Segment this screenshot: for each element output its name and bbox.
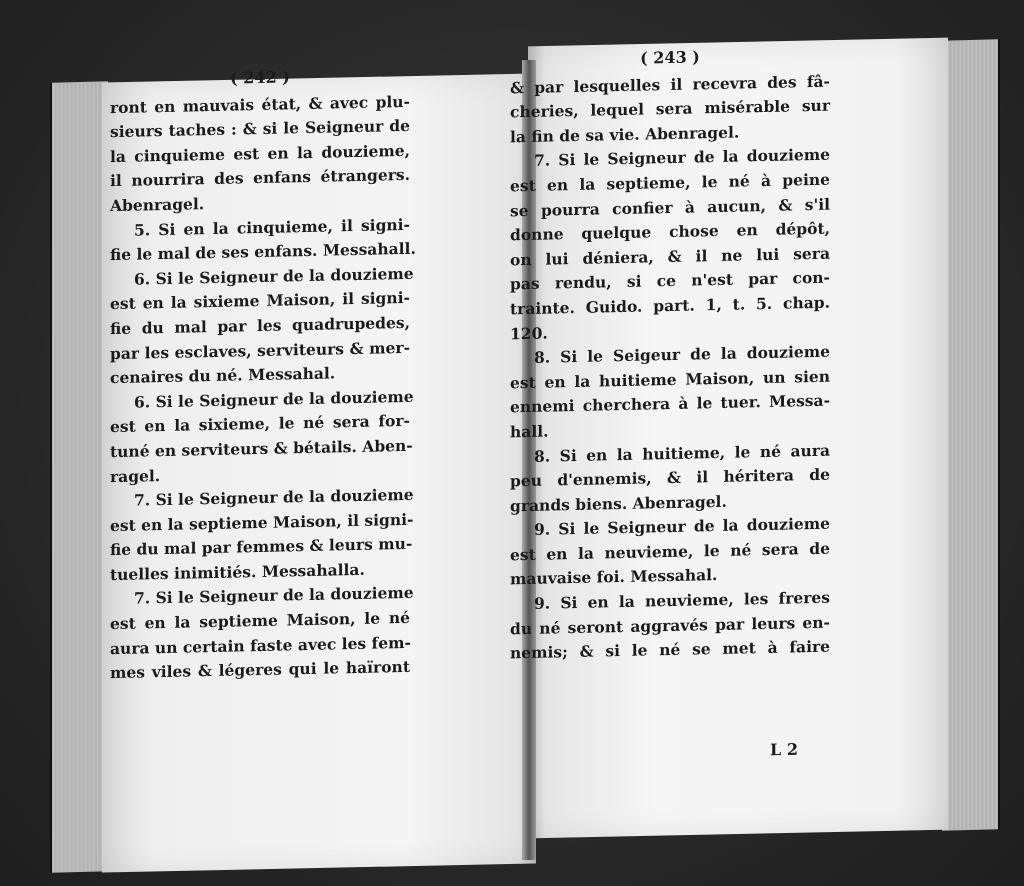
text-line: la fin de sa vie. Abenragel.	[510, 122, 740, 147]
text-line: pas rendu, si ce n'est par con-	[510, 267, 830, 294]
text-line: cenaires du né. Messahal.	[110, 363, 336, 388]
right-page-lines	[510, 69, 830, 666]
text-line: sieurs taches : & si le Seigneur de	[110, 116, 410, 142]
left-page-text	[110, 63, 416, 686]
right-page-number: ( 243 )	[640, 47, 700, 68]
text-line: 8. Si le Seigeur de la douzieme	[534, 341, 830, 367]
text-line: tuné en serviteurs & bétails. Aben-	[110, 435, 413, 462]
text-line: tuelles inimitiés. Messahalla.	[110, 559, 365, 585]
text-line: ennemi cherchera à le tuer. Messa-	[510, 390, 830, 417]
text-line: donne quelque chose en dépôt,	[510, 218, 830, 245]
text-line: Abenragel.	[110, 194, 205, 216]
text-line: ragel.	[110, 465, 161, 486]
text-line: peu d'ennemis, & il héritera de	[510, 464, 830, 491]
text-line: est en la huitieme Maison, un sien	[510, 366, 830, 393]
text-line: est en la sixieme, le né sera for-	[110, 411, 410, 437]
text-line: grands biens. Abenragel.	[510, 491, 727, 516]
text-line: fie le mal de ses enfans. Messahall.	[110, 238, 416, 265]
text-line: est en la neuvieme, le né sera de	[510, 538, 830, 565]
text-line: cheries, lequel sera misérable sur	[510, 95, 830, 122]
text-line: ront en mauvais état, & avec plu-	[110, 91, 410, 117]
text-line: 9. Si en la neuvieme, les freres	[534, 587, 830, 613]
text-line: est en la septieme Maison, le né	[110, 607, 410, 634]
text-line: est en la septieme, le né à peine	[510, 169, 830, 196]
text-line: trainte. Guido. part. 1, t. 5. chap.	[510, 292, 830, 319]
right-page-text	[510, 43, 830, 667]
text-line: nemis; & si le né se met à faire	[510, 636, 830, 663]
text-line: 6. Si le Seigneur de la douzieme	[134, 263, 414, 289]
text-line: 6. Si le Seigneur de la douzieme	[134, 386, 414, 412]
text-line: il nourrira des enfans étrangers.	[110, 165, 410, 191]
text-line: 9. Si le Seigneur de la douzieme	[534, 513, 830, 540]
text-line: du né seront aggravés par leurs en-	[510, 612, 830, 639]
text-line: hall.	[510, 421, 549, 442]
text-line: 5. Si en la cinquieme, il signi-	[134, 214, 410, 240]
text-line: la cinquieme est en la douzieme,	[110, 140, 410, 166]
text-line: 120.	[510, 323, 548, 343]
text-line: on lui déniera, & il ne lui sera	[510, 243, 830, 270]
text-line: mauvaise foi. Messahal.	[510, 565, 718, 589]
text-line: est en la sixieme Maison, il signi-	[110, 288, 410, 314]
text-line: se pourra confier à aucun, & s'il	[510, 194, 830, 220]
left-page-lines	[110, 89, 416, 686]
text-line: 7. Si le Seigneur de la douzieme	[134, 484, 414, 510]
text-line: est en la septieme Maison, il signi-	[110, 509, 414, 535]
text-line: 8. Si en la huitieme, le né aura	[534, 440, 830, 466]
text-line: 7. Si le Seigneur de la douzieme	[534, 145, 830, 171]
signature-mark: L 2	[770, 739, 798, 760]
text-line: aura un certain faste avec les fem-	[110, 632, 411, 658]
text-line: mes viles & légeres qui le haïront	[110, 657, 410, 683]
text-line: fie du mal par femmes & leurs mu-	[110, 534, 413, 560]
text-line: fie du mal par les quadrupedes,	[110, 312, 410, 339]
text-line: & par lesquelles il recevra des fâ-	[510, 71, 830, 97]
text-line: par les esclaves, serviteurs & mer-	[110, 337, 410, 363]
text-line: 7. Si le Seigneur de la douzieme	[134, 583, 414, 609]
left-page-number: ( 242 )	[230, 67, 290, 88]
